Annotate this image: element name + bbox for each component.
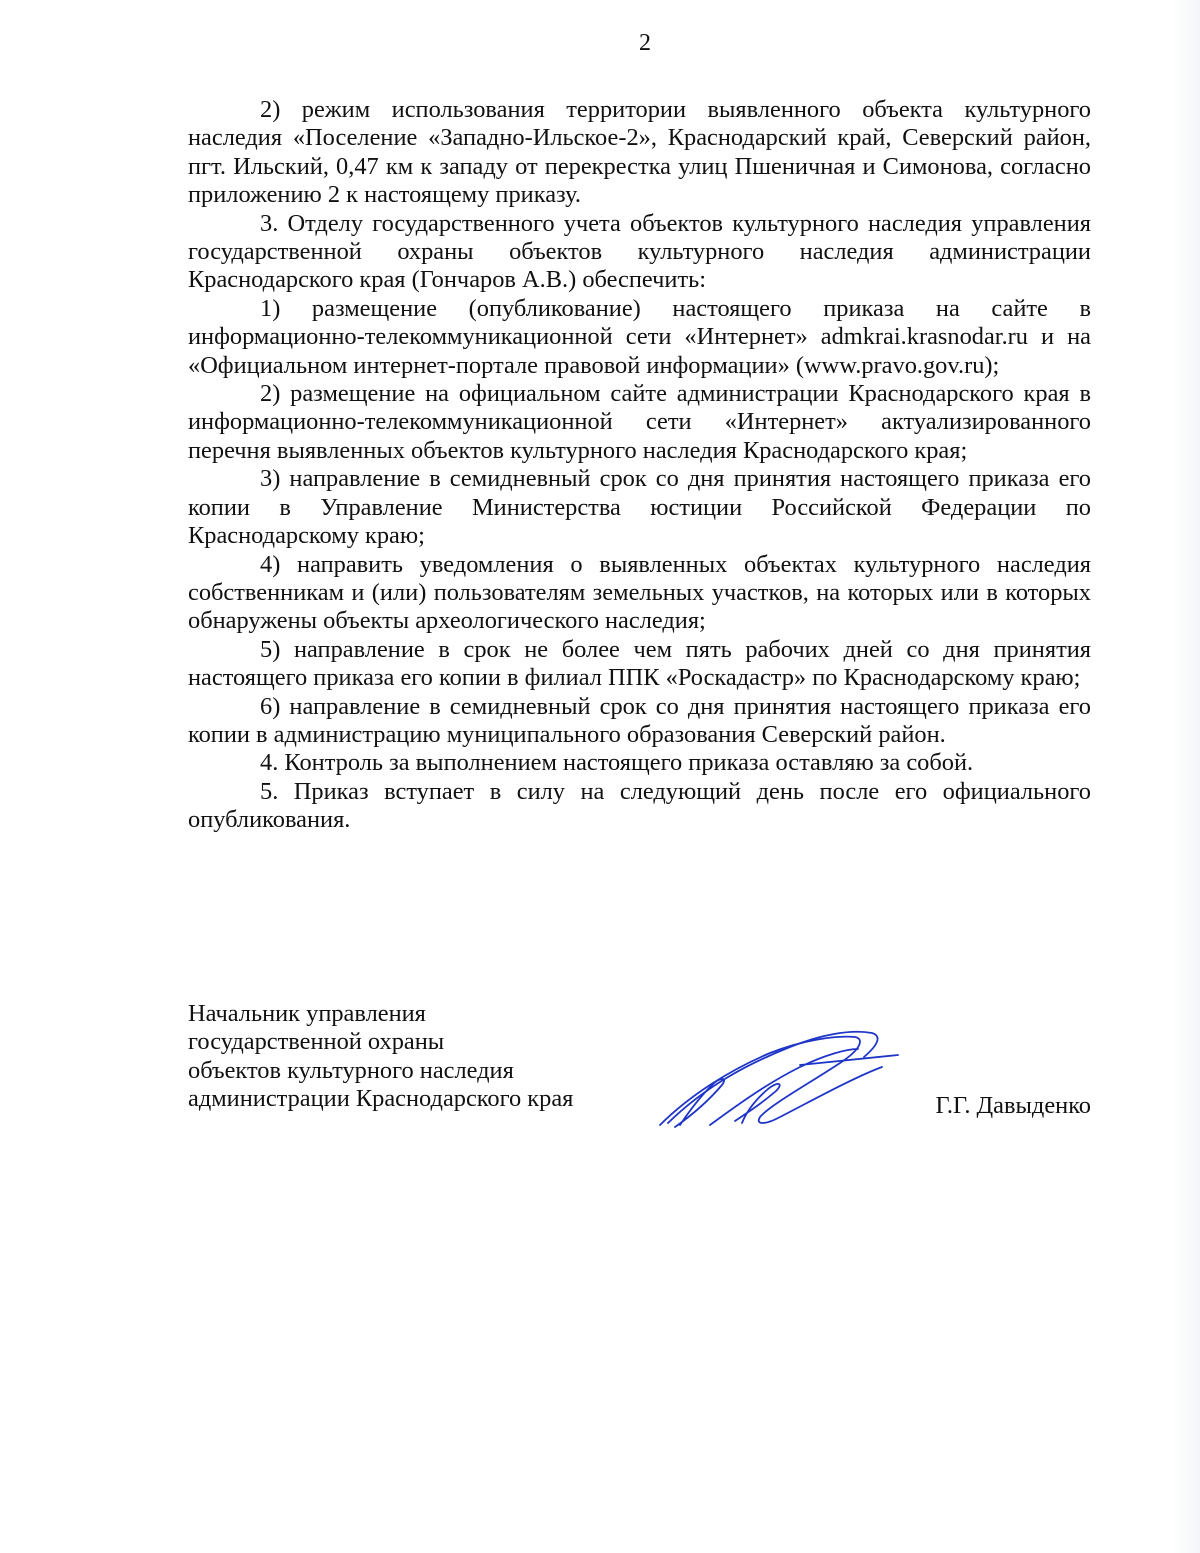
- paragraph: 4) направить уведомления о выявленных объектах культурного наследия собственникам и (или) пользователям земельных участков, на которых или в которых обнаружены объекты археологического наследия;: [188, 550, 1091, 635]
- signer-title-line: Начальник управления: [188, 1000, 426, 1027]
- signature-strokes: [660, 1032, 898, 1127]
- paragraph: 1) размещение (опубликование) настоящего приказа на сайте в информационно-телекоммуникационной сети «Интернет» admkrai.krasnodar.ru и на «Официальном интернет-портале правовой информации» (www.pravo.gov.ru);: [188, 294, 1091, 379]
- signer-title-line: администрации Краснодарского края: [188, 1085, 574, 1113]
- paragraph: 5) направление в срок не более чем пять рабочих дней со дня принятия настоящего приказа его копии в филиал ППК «Роскадастр» по Краснодарскому краю;: [188, 635, 1091, 692]
- paragraph: 2) режим использования территории выявленного объекта культурного наследия «Поселение «Западно-Ильское-2», Краснодарский край, Северский район, пгт. Ильский, 0,47 км к западу от перекрестка улиц Пшеничная и Симонова, согласно приложению 2 к настоящему приказу.: [188, 96, 1091, 209]
- signature-block: [188, 1000, 1091, 1130]
- scan-edge-shadow: [1172, 0, 1200, 1553]
- paragraph: 2) размещение на официальном сайте администрации Краснодарского края в информационно-телекоммуникационной сети «Интернет» актуализированного перечня выявленных объектов культурного наследия Краснодарского края;: [188, 380, 1091, 464]
- paragraph: 6) направление в семидневный срок со дня принятия настоящего приказа его копии в администрацию муниципального образования Северский район.: [188, 692, 1091, 748]
- paragraph: 5. Приказ вступает в силу на следующий день после его официального опубликования.: [188, 777, 1091, 834]
- handwritten-signature: [650, 1025, 900, 1135]
- paragraph: 3. Отделу государственного учета объектов культурного наследия управления государственной охраны объектов культурного наследия администрации Краснодарского края (Гончаров А.В.) обеспечить:: [188, 209, 1091, 294]
- signer-title-line: государственной охраны: [188, 1028, 445, 1056]
- signer-title-line: объектов культурного наследия: [188, 1056, 514, 1084]
- signer-title: [188, 1000, 648, 1114]
- document-body: [188, 96, 1091, 835]
- paragraph: 4. Контроль за выполнением настоящего приказа оставляю за собой.: [260, 749, 974, 777]
- paragraph: 3) направление в семидневный срок со дня принятия настоящего приказа его копии в Управление Министерства юстиции Российской Федерации по Краснодарскому краю;: [188, 465, 1091, 550]
- signer-name: Г.Г. Давыденко: [935, 1092, 1091, 1119]
- page-number: 2: [639, 30, 651, 56]
